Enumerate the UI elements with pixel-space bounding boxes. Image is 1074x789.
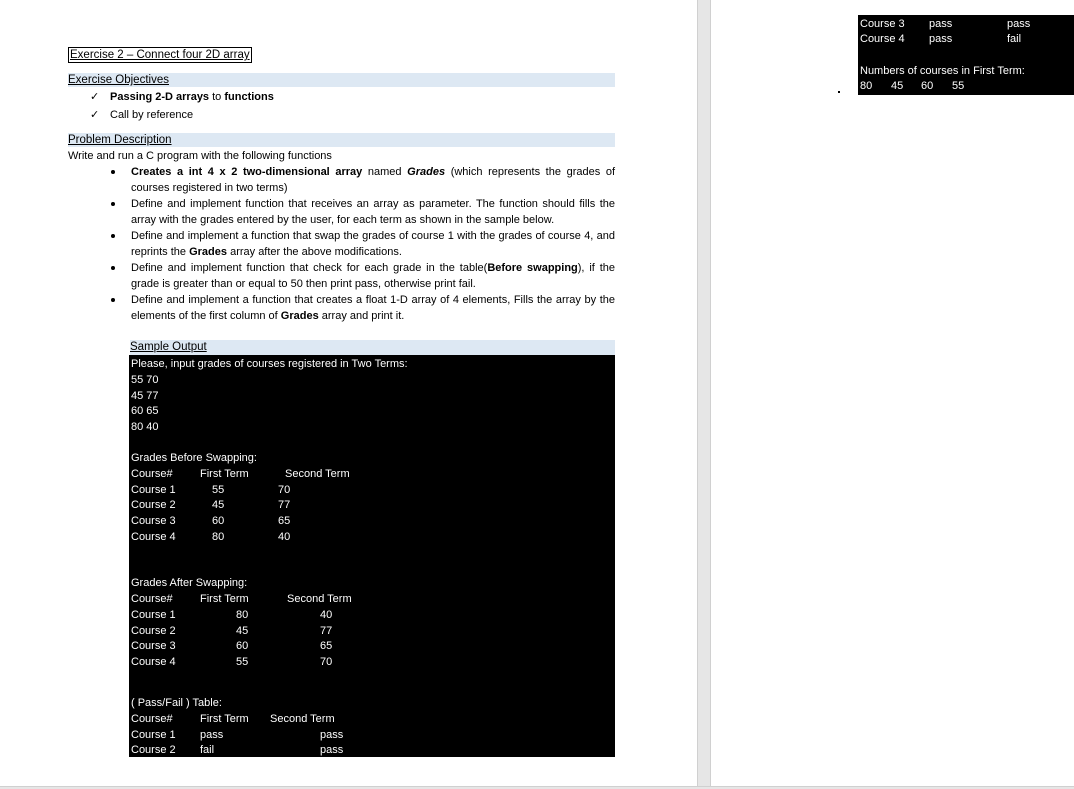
bullet-text: array and print it. — [318, 310, 405, 322]
bullet-text: Creates a int 4 x 2 two-dimensional array — [131, 166, 363, 178]
table-cell: 80 — [212, 531, 225, 543]
problem-heading — [68, 133, 615, 147]
problem-heading-text: Problem Description — [68, 134, 172, 146]
bullet-text: named — [362, 166, 408, 178]
bullet-dot-icon — [111, 202, 115, 206]
console-prompt: Please, input grades of courses registered in Two Terms: — [131, 358, 408, 370]
bullet-text: Define and implement function that check for each grade in the table( — [131, 262, 488, 274]
objective-text: Call by reference — [110, 109, 194, 121]
sample-output-continuation — [858, 15, 1074, 95]
bullet-text: Define and implement function that receives an array as parameter. The function should fills the array with the grades entered by the user, for each term as shown in the sample below. — [131, 198, 615, 226]
check-icon: ✓ — [90, 91, 100, 103]
problem-intro: Write and run a C program with the following functions — [68, 150, 332, 162]
console-input-line: 55 70 — [131, 374, 159, 386]
objective-text: functions — [224, 91, 274, 103]
table-cell: Course 2 — [131, 744, 176, 756]
table-cell: 65 — [320, 640, 333, 652]
table-cell: Course 3 — [131, 515, 176, 527]
sample-output-heading — [130, 340, 615, 355]
bullet-item — [131, 260, 615, 292]
sample-output-heading-text: Sample Output — [130, 341, 207, 353]
objective-text: Passing 2-D arrays — [110, 91, 210, 103]
bullet-item — [131, 164, 615, 196]
objective-item — [90, 108, 193, 122]
table-cell: 77 — [278, 499, 291, 511]
bullet-text: Grades — [280, 310, 319, 322]
before-header-first: First Term — [200, 468, 249, 480]
console-input-line: 60 65 — [131, 405, 159, 417]
stray-mark — [838, 91, 840, 93]
bullet-text: ), if the grade is greater than or equal to 50 then print pass, otherwise print fail. — [131, 262, 616, 290]
first-term-value: 55 — [952, 80, 965, 92]
after-header-first: First Term — [200, 593, 249, 605]
bullet-dot-icon — [111, 170, 115, 174]
passfail-header-course: Course# — [131, 713, 173, 725]
after-table-title: Grades After Swapping: — [131, 577, 248, 589]
table-cell: Course 4 — [860, 33, 905, 45]
console-input-line: 45 77 — [131, 390, 159, 402]
table-cell: 60 — [212, 515, 225, 527]
first-term-label: Numbers of courses in First Term: — [860, 65, 1025, 77]
passfail-table-title: ( Pass/Fail ) Table: — [131, 697, 222, 709]
objectives-heading — [68, 73, 615, 87]
bullet-text: (which represents the grades of courses registered in two terms) — [131, 166, 616, 194]
bullet-item — [131, 292, 615, 324]
table-cell: Course 4 — [131, 656, 176, 668]
table-cell: pass — [929, 33, 953, 45]
bullet-text: Grades — [189, 246, 228, 258]
before-header-course: Course# — [131, 468, 173, 480]
table-cell: pass — [320, 744, 344, 756]
passfail-header-first: First Term — [200, 713, 249, 725]
table-cell: pass — [320, 729, 344, 741]
passfail-header-second: Second Term — [270, 713, 335, 725]
bullet-text: array after the above modifications. — [227, 246, 402, 258]
table-cell: fail — [1007, 33, 1022, 45]
bullet-item — [131, 228, 615, 260]
check-icon: ✓ — [90, 109, 100, 121]
table-cell: 80 — [236, 609, 249, 621]
table-cell: 40 — [278, 531, 291, 543]
objective-item — [90, 90, 274, 104]
first-term-value: 80 — [860, 80, 873, 92]
table-cell: Course 1 — [131, 484, 176, 496]
after-header-second: Second Term — [287, 593, 352, 605]
sample-output-console — [129, 355, 615, 757]
bullet-item — [131, 196, 615, 228]
table-cell: 77 — [320, 625, 333, 637]
table-cell: pass — [1007, 18, 1031, 30]
table-cell: Course 4 — [131, 531, 176, 543]
first-term-value: 45 — [891, 80, 904, 92]
after-header-course: Course# — [131, 593, 173, 605]
bullet-dot-icon — [111, 266, 115, 270]
bullet-text: Define and implement a function that swap the grades of course 1 with the grades of course 4, and reprints the — [131, 230, 615, 258]
table-cell: pass — [200, 729, 224, 741]
document-page-right — [711, 0, 1074, 786]
table-cell: Course 3 — [860, 18, 905, 30]
exercise-title: Exercise 2 – Connect four 2D array — [70, 49, 250, 61]
table-cell: fail — [200, 744, 215, 756]
table-cell: 55 — [212, 484, 225, 496]
table-cell: Course 1 — [131, 609, 176, 621]
table-cell: 65 — [278, 515, 291, 527]
bullet-dot-icon — [111, 234, 115, 238]
table-cell: 55 — [236, 656, 249, 668]
before-header-second: Second Term — [285, 468, 350, 480]
table-cell: 70 — [278, 484, 291, 496]
table-cell: 45 — [236, 625, 249, 637]
table-cell: Course 2 — [131, 625, 176, 637]
table-cell: pass — [929, 18, 953, 30]
table-cell: 70 — [320, 656, 333, 668]
first-term-value: 60 — [921, 80, 934, 92]
page-gutter — [697, 0, 711, 789]
console-input-line: 80 40 — [131, 421, 159, 433]
objectives-heading-text: Exercise Objectives — [68, 74, 169, 86]
table-cell: Course 2 — [131, 499, 176, 511]
bullet-text: Define and implement a function that creates a float 1-D array of 4 elements, Fills the array by the elements of the first column of — [131, 294, 615, 322]
table-cell: 45 — [212, 499, 225, 511]
table-cell: 40 — [320, 609, 333, 621]
table-cell: 60 — [236, 640, 249, 652]
table-cell: Course 1 — [131, 729, 176, 741]
before-table-title: Grades Before Swapping: — [131, 452, 257, 464]
bullet-text: Grades — [407, 166, 446, 178]
bullet-text: Before swapping — [487, 262, 578, 274]
bullet-dot-icon — [111, 298, 115, 302]
table-cell: Course 3 — [131, 640, 176, 652]
objective-text: to — [209, 91, 225, 103]
